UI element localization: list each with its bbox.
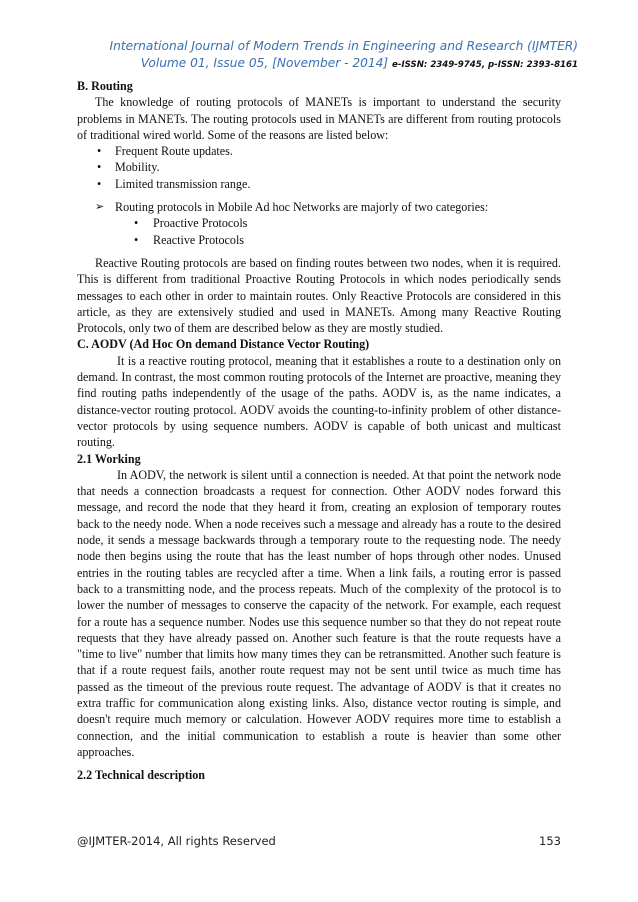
categories-list (77, 199, 561, 215)
working-heading: 2.1 Working (77, 451, 141, 466)
journal-title: International Journal of Modern Trends in Engineering and Research (IJMTER) (109, 39, 578, 53)
section-b-intro: The knowledge of routing protocols of MANETs is important to understand the security problems in MANETs. The routing protocols used in MANETs are different from routing protocols of traditional wired world. Some of the reasons are listed below: (77, 95, 561, 142)
journal-issn: e-ISSN: 2349-9745, p-ISSN: 2393-8161 (392, 60, 578, 70)
section-b-heading: B. Routing (77, 79, 133, 93)
categories-sublist (77, 215, 561, 248)
section-c-body: It is a reactive routing protocol, meaning that it establishes a route to a destination only on demand. In contrast, the most common routing protocols of the Internet are proactive, meaning they find routing paths independently of the usage of the paths. AODV is, as the name indicates, a distance-vector routing protocol. AODV avoids the counting-to-infinity problem of other distance-vector protocols by using sequence numbers. AODV is capable of both unicast and multicast routing. (77, 353, 561, 450)
technical-heading: 2.2 Technical description (77, 768, 206, 783)
list-item: • Frequent Route updates. (77, 143, 561, 159)
list-item: • Mobility. (77, 159, 561, 175)
reasons-list (77, 143, 561, 192)
journal-volume: Volume 01, Issue 05, [November - 2014] (140, 56, 389, 70)
reactive-paragraph: Reactive Routing protocols are based on finding routes between two nodes, when it is required. This is different from traditional Proactive Routing Protocols in which nodes periodically sends messages to each other in order to maintain routes. Only Reactive Protocols are considered in this article, as they are extensively studied and used in MANETs. Among many Reactive Routing Protocols, only two of them are described below as they are mostly studied. (77, 255, 561, 336)
copyright-text: @IJMTER-2014, All rights Reserved (77, 834, 276, 848)
section-c-heading: C. AODV (Ad Hoc On demand Distance Vector Routing) (77, 337, 370, 352)
journal-volume-line (60, 55, 578, 74)
article-body (77, 78, 561, 783)
page-number: 153 (539, 834, 561, 848)
list-item: • Reactive Protocols (77, 232, 561, 248)
list-item: • Limited transmission range. (77, 176, 561, 192)
page-footer (77, 834, 561, 848)
categories-intro: ➢ Routing protocols in Mobile Ad hoc Networks are majorly of two categories: (77, 199, 561, 215)
journal-header (60, 38, 578, 74)
working-body: In AODV, the network is silent until a connection is needed. At that point the network node that needs a connection broadcasts a request for connection. Other AODV nodes forward this message, and record the node that they heard it from, creating an explosion of temporary routes back to the needy node. When a node receives such a message and already has a route to the desired node, it sends a message backwards through a temporary route to the requesting node. The needy node then begins using the route that has the least number of hops through other nodes. Unused entries in the routing tables are recycled after a time. When a link fails, a routing error is passed back to a transmitting node, and the process repeats. Much of the complexity of the protocol is to lower the number of messages to conserve the capacity of the network. For example, each request for a route has a sequence number. Nodes use this sequence number so that they do not repeat route requests that they have already passed on. Another such feature is that the route requests have a "time to live" number that limits how many times they can be retransmitted. Another such feature is that if a route request fails, another route request may not be sent until twice as much time has passed as the timeout of the previous route request. The advantage of AODV is that it creates no extra traffic for communication along existing links. Also, distance vector routing is simple, and doesn't require much memory or calculation. However AODV requires more time to establish a connection, and the initial communication to establish a route is heavier than some other approaches. (77, 467, 562, 759)
list-item: • Proactive Protocols (77, 215, 561, 231)
